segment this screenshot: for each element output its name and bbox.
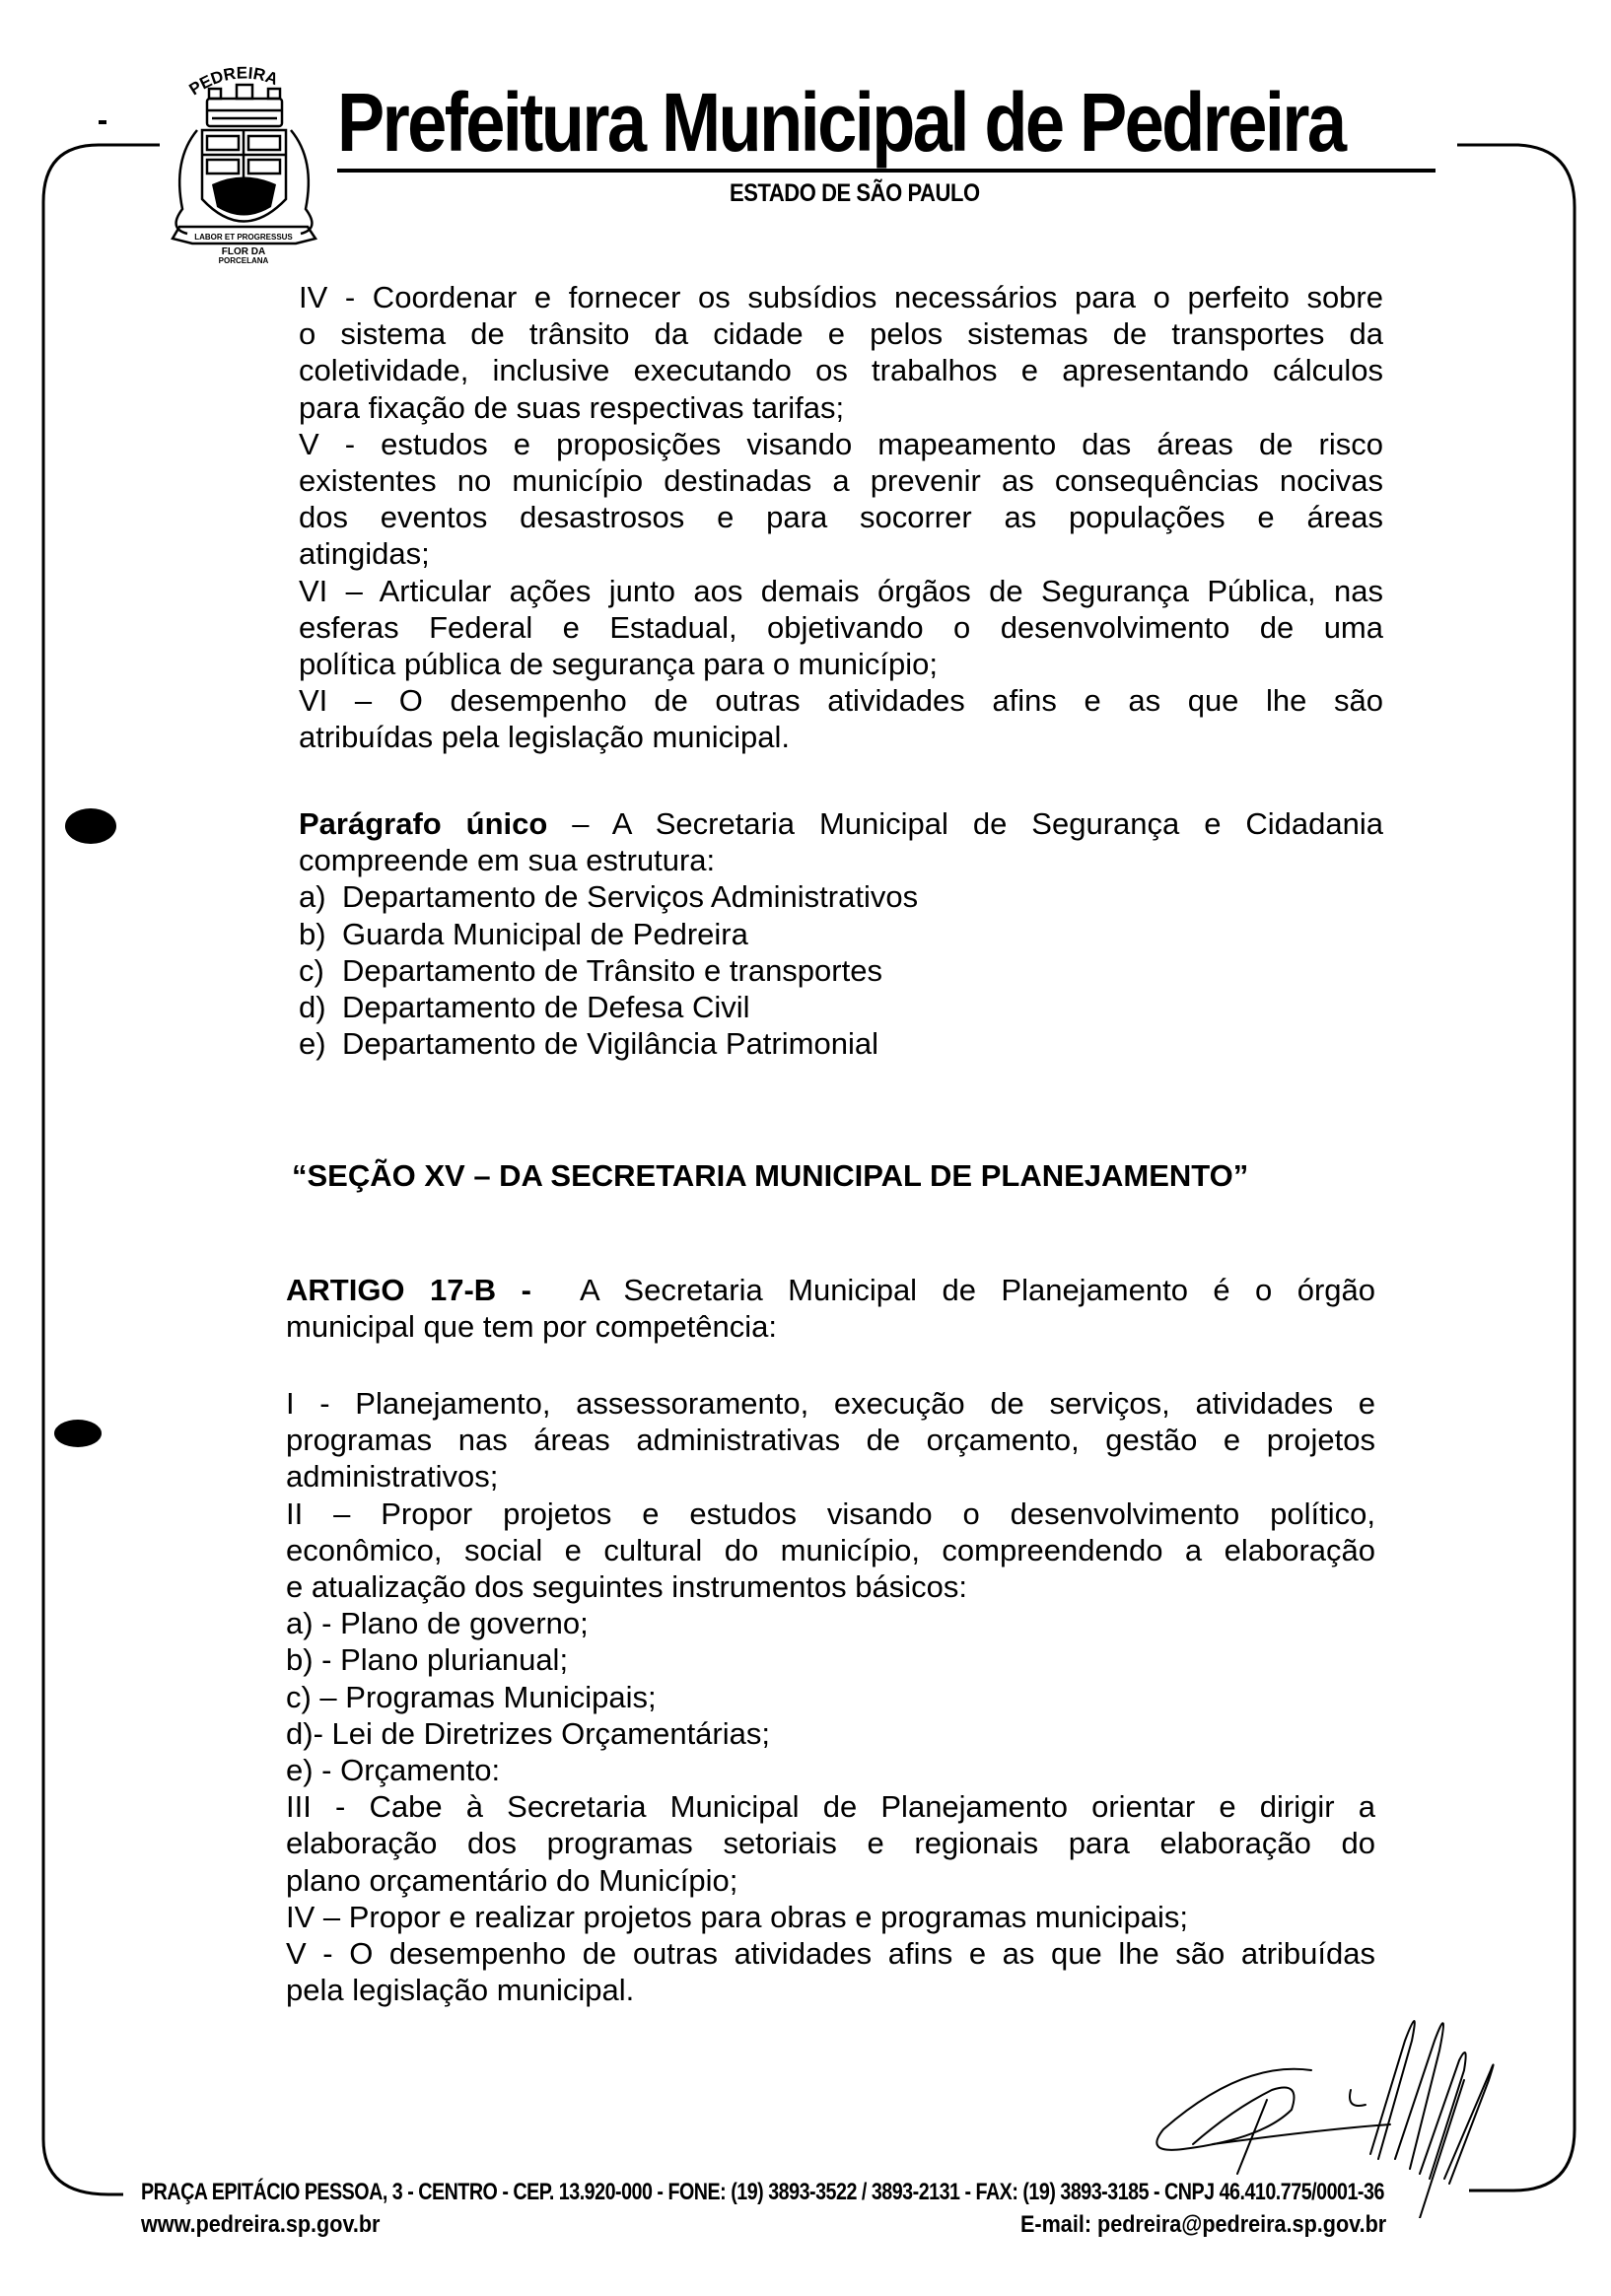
text-line: elaboração dos programas setoriais e regionais para elaboração do [286,1826,1375,1861]
text-line: e) - Orçamento: [286,1753,501,1788]
artigo-line-1: ARTIGO 17-B - A Secretaria Municipal de Planejamento é o órgão [286,1273,1375,1307]
text-line: para fixação de suas respectivas tarifas; [299,389,845,425]
text-line: o sistema de trânsito da cidade e pelos sistemas de transportes da [299,316,1383,352]
text-line: a) - Plano de governo; [286,1606,589,1641]
text-line: atingidas; [299,536,430,572]
secretaria-planejamento-competencias [286,1385,1375,2008]
text-line: programas nas áreas administrativas de orçamento, gestão e projetos [286,1423,1375,1458]
svg-text:PORCELANA: PORCELANA [218,256,269,263]
text-line: c) – Programas Municipais; [286,1679,657,1714]
text-line: b) - Plano plurianual; [286,1642,569,1678]
text-line: II – Propor projetos e estudos visando o desenvolvimento político, [286,1496,1375,1531]
page-title: Prefeitura Municipal de Pedreira [337,76,1345,169]
text-line: VI – O desempenho de outras atividades afins e as que lhe são [299,683,1383,719]
list-item: a) Departamento de Serviços Administrativos [299,879,919,915]
text-line: V - estudos e proposições visando mapeamento das áreas de risco [299,426,1383,461]
text-line: IV - Coordenar e fornecer os subsídios necessários para o perfeito sobre [299,280,1383,314]
text-line: dos eventos desastrosos e para socorrer as populações e áreas [299,500,1383,535]
text-line: administrativos; [286,1459,499,1495]
text-line: coletividade, inclusive executando os trabalhos e apresentando cálculos [299,353,1383,388]
text-line: IV – Propor e realizar projetos para obras e programas municipais; [286,1899,1188,1934]
svg-text:LABOR ET PROGRESSUS: LABOR ET PROGRESSUS [194,233,293,242]
secretaria-seguranca-competencias [299,279,1383,756]
coat-of-arms-logo [158,61,330,263]
text-line: compreende em sua estrutura: [299,843,716,878]
text-line: I - Planejamento, assessoramento, execução de serviços, atividades e [286,1386,1375,1421]
title-underline [337,169,1436,173]
text-line: atribuídas pela legislação municipal. [299,720,791,755]
punch-hole-bottom [54,1420,102,1447]
svg-text:PEDREIRA: PEDREIRA [185,63,281,100]
text-line: política pública de segurança para o município; [299,647,938,682]
municipal-coat-of-arms-icon [158,61,330,263]
section-heading: “SEÇÃO XV – DA SECRETARIA MUNICIPAL DE PLANEJAMENTO” [292,1158,1249,1193]
footer-address: PRAÇA EPITÁCIO PESSOA, 3 - CENTRO - CEP. 13.920-000 - FONE: (19) 3893-3522 / 3893-2131 - FAX: (19) 3893-3185 - CNPJ 46.410.775/0001-36 [141,2179,1384,2205]
list-item: d) Departamento de Defesa Civil [299,990,750,1025]
punch-hole-top [65,808,116,844]
list-item: e) Departamento de Vigilância Patrimonial [299,1026,878,1062]
text-line: III - Cabe à Secretaria Municipal de Planejamento orientar e dirigir a [286,1789,1375,1825]
artigo-17b [286,1272,1375,1345]
text-line: VI – Articular ações junto aos demais órgãos de Segurança Pública, nas [299,573,1383,608]
paragrafo-line-1: Parágrafo único – A Secretaria Municipal de Segurança e Cidadania [299,806,1383,841]
paragrafo-unico [299,805,1383,1062]
text-line: econômico, social e cultural do município, compreendendo a elaboração [286,1532,1375,1567]
svg-text:FLOR DA: FLOR DA [221,246,266,257]
text-line: d)- Lei de Diretrizes Orçamentárias; [286,1715,770,1751]
footer-website-link[interactable]: www.pedreira.sp.gov.br [141,2211,381,2238]
text-line: existentes no município destinadas a prevenir as consequências nocivas [299,463,1383,499]
list-item: b) Guarda Municipal de Pedreira [299,916,748,951]
text-line: municipal que tem por competência: [286,1309,777,1345]
footer-email-link[interactable]: E-mail: pedreira@pedreira.sp.gov.br [1020,2211,1387,2238]
text-line: pela legislação municipal. [286,1973,635,2008]
text-line: e atualização dos seguintes instrumentos básicos: [286,1569,968,1605]
paragrafo-label: Parágrafo único [299,806,548,841]
page-subtitle: ESTADO DE SÃO PAULO [730,179,980,207]
text-line: esferas Federal e Estadual, objetivando o desenvolvimento de uma [299,609,1383,645]
artigo-label: ARTIGO 17-B - [286,1273,531,1307]
text-line: plano orçamentário do Município; [286,1862,738,1898]
text-line: V - O desempenho de outras atividades afins e as que lhe são atribuídas [286,1936,1375,1972]
list-item: c) Departamento de Trânsito e transportes [299,952,882,988]
